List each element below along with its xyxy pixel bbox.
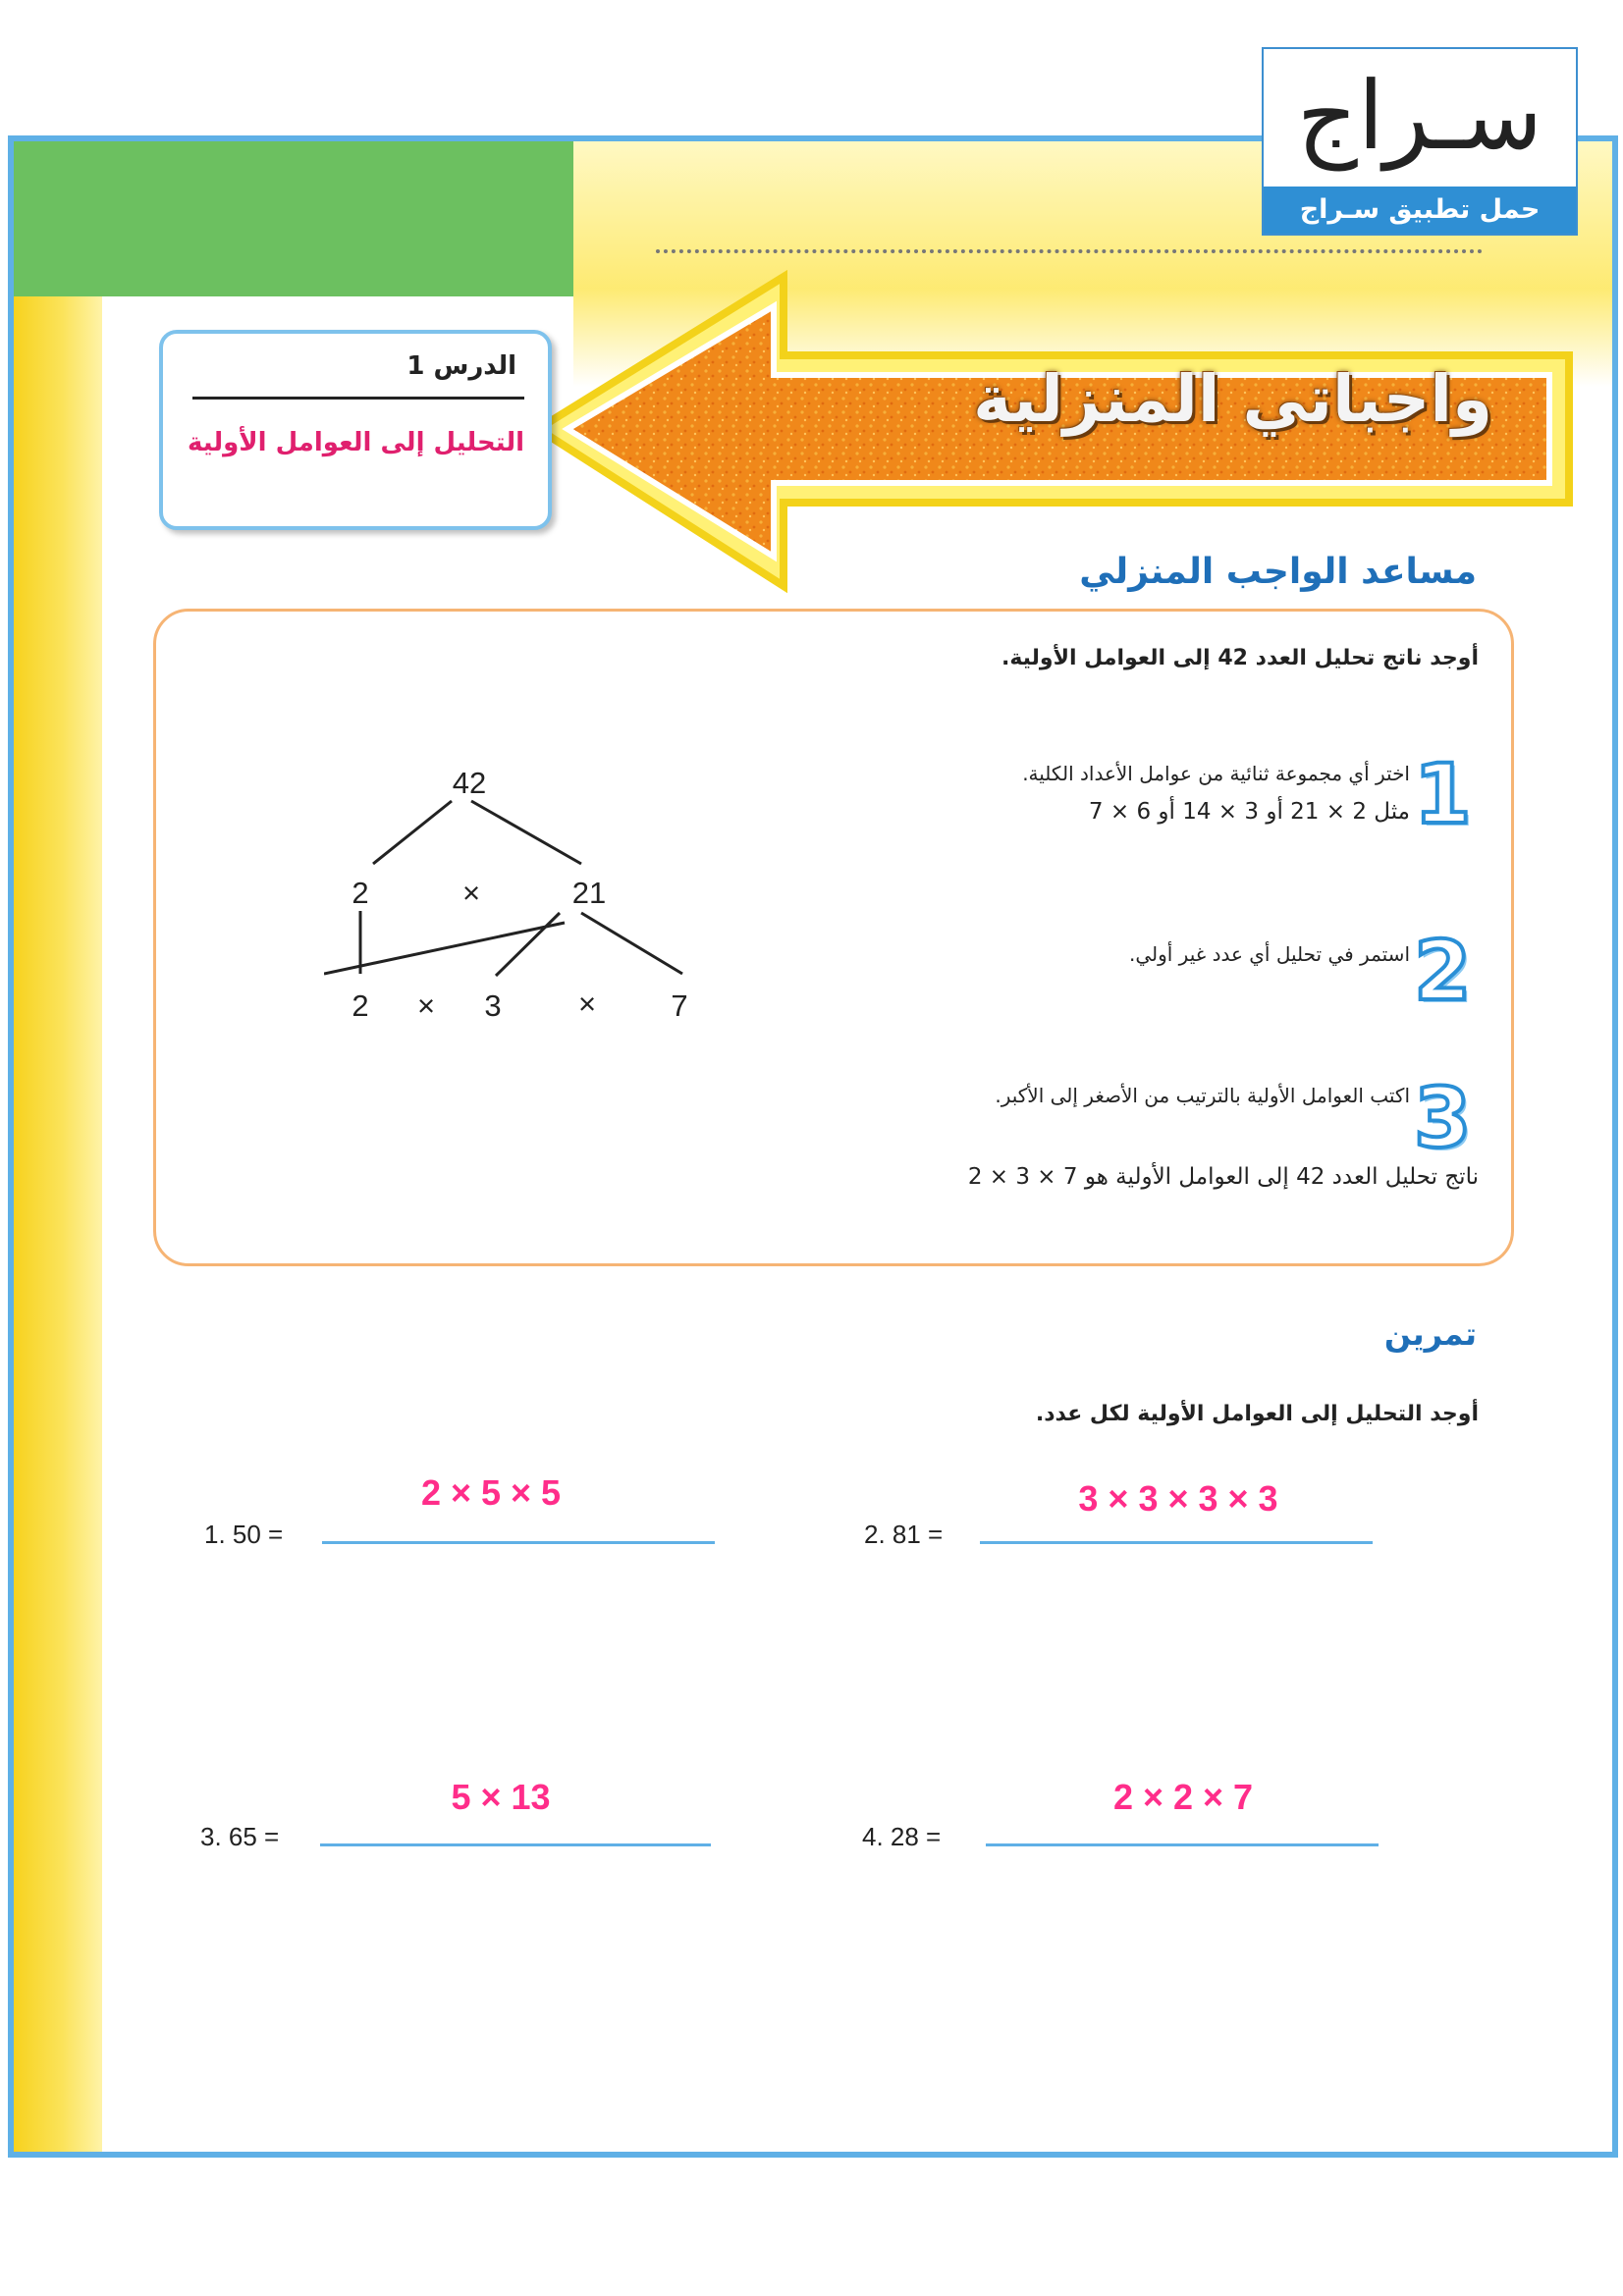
banner-title: واجباتي المنزلية: [973, 361, 1492, 437]
tree-l1-factor: 21: [571, 876, 607, 910]
tree-l1-factor: 2: [352, 876, 369, 910]
step-1-text: اختر أي مجموعة ثنائية من عوامل الأعداد الكلية.: [1022, 762, 1410, 785]
lesson-topic: التحليل إلى العوامل الأولية: [187, 428, 524, 457]
helper-question: أوجد ناتج تحليل العدد 42 إلى العوامل الأولية.: [1001, 646, 1479, 670]
tree-branch: [471, 801, 581, 864]
step-2-number: 2: [1414, 923, 1472, 1019]
exercise-heading: تمرين: [1383, 1315, 1477, 1353]
exercise-3-answer: 5 × 13: [451, 1777, 551, 1817]
tree-l2-factor: 2: [352, 988, 369, 1023]
siraj-logo[interactable]: [1262, 47, 1578, 236]
logo-word: سـراج: [1296, 61, 1543, 171]
exercise-1-label: 1. 50 =: [204, 1520, 284, 1549]
exercise-4-answer-line[interactable]: [986, 1843, 1379, 1846]
exercise-2-answer: 3 × 3 × 3 × 3: [1078, 1478, 1278, 1519]
helper-result: ناتج تحليل العدد 42 إلى العوامل الأولية هو 7 × 3 × 2: [967, 1164, 1479, 1190]
step-1-number: 1: [1414, 746, 1472, 842]
exercise-4-answer: 2 × 2 × 7: [1112, 1777, 1254, 1817]
exercise-3-answer-line[interactable]: [320, 1843, 711, 1846]
lesson-rule: [192, 397, 524, 400]
helper-heading: مساعد الواجب المنزلي: [1079, 552, 1477, 592]
tree-branch: [581, 913, 682, 974]
tree-l2-times: ×: [416, 988, 436, 1023]
exercise-2-label: 2. 81 =: [864, 1520, 944, 1549]
factor-tree: [324, 756, 717, 1031]
exercise-1-answer: 2 × 5 × 5: [420, 1472, 562, 1513]
tree-l1-times: ×: [461, 876, 481, 910]
step-2-text: استمر في تحليل أي عدد غير أولي.: [1128, 942, 1410, 966]
step-3-text: اكتب العوامل الأولية بالترتيب من الأصغر إلى الأكبر.: [995, 1084, 1410, 1107]
tree-l2-factor: 7: [671, 988, 688, 1023]
green-header-bar: [14, 141, 573, 296]
exercise-3-label: 3. 65 =: [200, 1822, 280, 1851]
lesson-card: [159, 330, 552, 530]
step-3-number: 3: [1414, 1070, 1472, 1166]
yellow-side-strip: [14, 296, 102, 2152]
tree-branch: [373, 801, 452, 864]
exercise-2-answer-line[interactable]: [980, 1541, 1373, 1544]
lesson-label: الدرس 1: [406, 351, 516, 381]
logo-tagline: حمل تطبيق سـراج: [1264, 187, 1576, 234]
exercise-1-answer-line[interactable]: [322, 1541, 715, 1544]
step-1-example: مثل 2 × 21 أو 3 × 14 أو 6 × 7: [1088, 799, 1410, 825]
exercise-4-label: 4. 28 =: [862, 1822, 942, 1851]
exercise-instruction: أوجد التحليل إلى العوامل الأولية لكل عدد.: [1035, 1402, 1479, 1426]
dotted-divider: [656, 249, 1483, 253]
tree-branch: [496, 913, 560, 976]
tree-l2-times: ×: [577, 987, 597, 1021]
tree-l2-factor: 3: [484, 988, 502, 1023]
tree-root: 42: [452, 766, 487, 800]
